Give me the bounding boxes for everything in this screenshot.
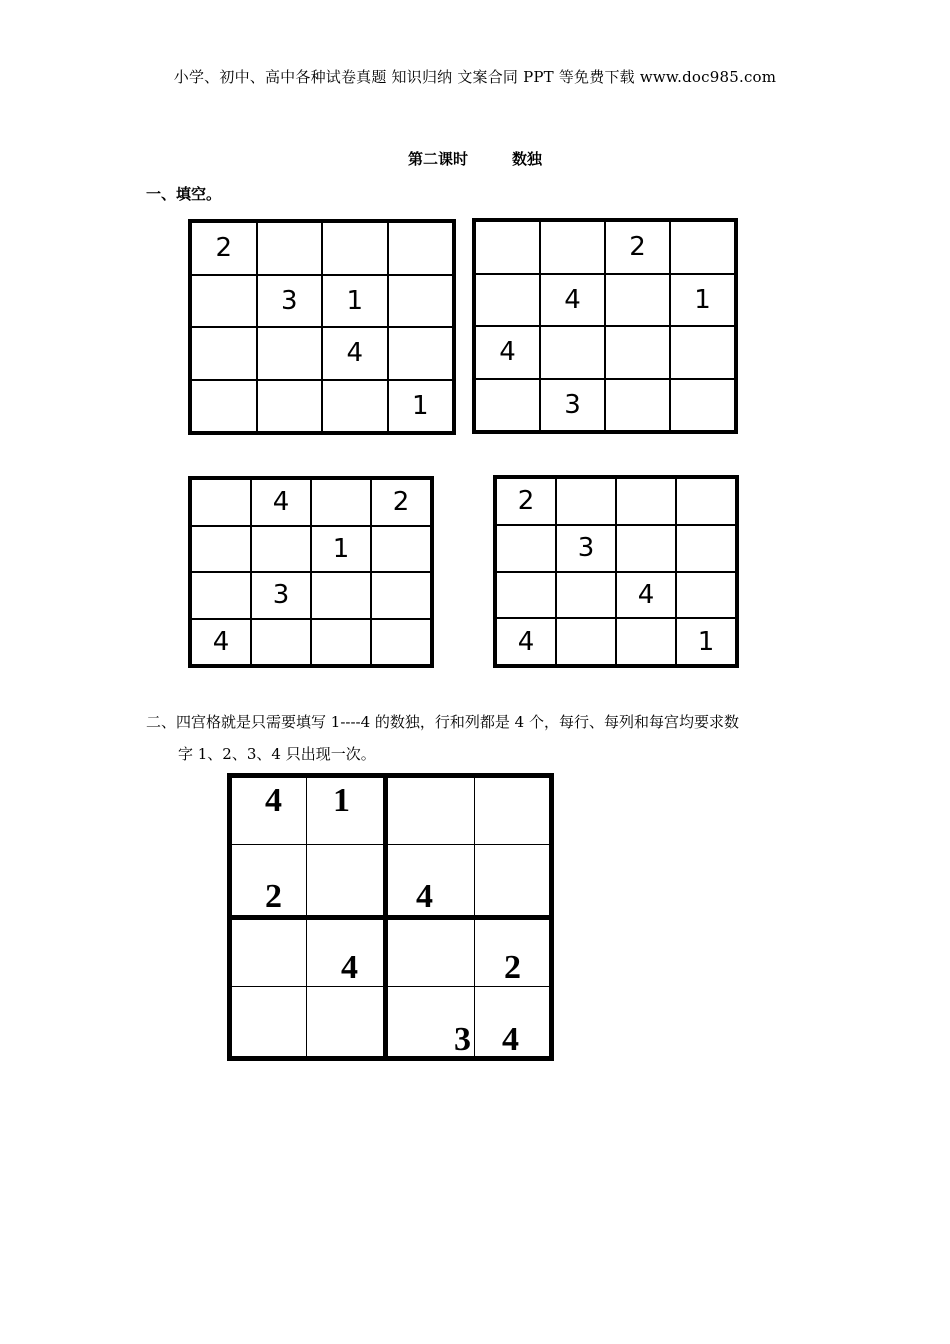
sudoku-cell bbox=[388, 275, 454, 328]
section-2-text bbox=[146, 706, 826, 770]
sudoku-cell bbox=[322, 380, 388, 433]
sudoku-cell bbox=[251, 526, 311, 573]
sudoku-cell bbox=[257, 327, 323, 380]
sudoku-cell bbox=[191, 327, 257, 380]
sudoku-cell bbox=[388, 327, 454, 380]
sudoku-grid-3 bbox=[188, 476, 434, 668]
given-number: 4 bbox=[416, 878, 433, 915]
sudoku-cell bbox=[371, 572, 431, 619]
sudoku-cell bbox=[670, 326, 735, 379]
thick-row-line bbox=[232, 915, 549, 920]
sudoku-grid-2 bbox=[472, 218, 738, 434]
sudoku-cell bbox=[605, 326, 670, 379]
sudoku-cell bbox=[496, 525, 556, 572]
sudoku-cell bbox=[371, 526, 431, 573]
sudoku-cell bbox=[191, 380, 257, 433]
sudoku-cell bbox=[616, 618, 676, 665]
sudoku-cell bbox=[191, 572, 251, 619]
sudoku-cell bbox=[605, 379, 670, 432]
thin-row-line bbox=[232, 844, 549, 845]
sudoku-cell bbox=[670, 379, 735, 432]
sudoku-cell: 2 bbox=[605, 221, 670, 274]
big-sudoku bbox=[227, 773, 554, 1061]
sudoku-cell: 3 bbox=[257, 275, 323, 328]
sudoku-cell: 1 bbox=[322, 275, 388, 328]
sudoku-cell: 4 bbox=[475, 326, 540, 379]
sudoku-grid-4 bbox=[493, 475, 739, 668]
given-number: 4 bbox=[341, 949, 358, 986]
sudoku-cell bbox=[475, 379, 540, 432]
sudoku-cell bbox=[191, 526, 251, 573]
sudoku-cell bbox=[616, 525, 676, 572]
given-number: 4 bbox=[265, 782, 282, 819]
page-title bbox=[0, 148, 950, 169]
sudoku-cell: 4 bbox=[322, 327, 388, 380]
sudoku-cell bbox=[540, 221, 605, 274]
sudoku-cell: 4 bbox=[496, 618, 556, 665]
given-number: 1 bbox=[333, 782, 350, 819]
sudoku-cell: 1 bbox=[388, 380, 454, 433]
section-2-line-2: 字 1、2、3、4 只出现一次。 bbox=[178, 745, 376, 763]
section-1-heading: 一、填空。 bbox=[146, 185, 222, 203]
sudoku-cell bbox=[670, 221, 735, 274]
sudoku-cell bbox=[311, 572, 371, 619]
sudoku-cell bbox=[251, 619, 311, 666]
sudoku-cell bbox=[605, 274, 670, 327]
sudoku-cell bbox=[540, 326, 605, 379]
sudoku-cell: 3 bbox=[251, 572, 311, 619]
sudoku-cell bbox=[475, 274, 540, 327]
sudoku-cell: 1 bbox=[676, 618, 736, 665]
sudoku-cell: 4 bbox=[616, 572, 676, 619]
sudoku-cell bbox=[191, 275, 257, 328]
given-number: 2 bbox=[504, 949, 521, 986]
sudoku-cell bbox=[311, 479, 371, 526]
sudoku-cell bbox=[475, 221, 540, 274]
lesson-label: 第二课时 bbox=[407, 150, 468, 168]
section-2-line-1: 二、四宫格就是只需要填写 1----4 的数独，行和列都是 4 个，每行、每列和每宫均要求数 bbox=[146, 713, 739, 731]
topic-label: 数独 bbox=[512, 150, 543, 168]
sudoku-cell bbox=[676, 525, 736, 572]
sudoku-cell bbox=[676, 572, 736, 619]
given-number: 2 bbox=[265, 878, 282, 915]
sudoku-cell bbox=[388, 222, 454, 275]
given-number: 3 bbox=[454, 1021, 471, 1058]
sudoku-cell: 1 bbox=[311, 526, 371, 573]
sudoku-cell bbox=[371, 619, 431, 666]
sudoku-cell bbox=[311, 619, 371, 666]
sudoku-cell bbox=[322, 222, 388, 275]
sudoku-cell bbox=[556, 618, 616, 665]
sudoku-cell: 2 bbox=[371, 479, 431, 526]
given-number: 4 bbox=[502, 1021, 519, 1058]
sudoku-cell: 3 bbox=[540, 379, 605, 432]
sudoku-cell bbox=[191, 479, 251, 526]
sudoku-cell: 1 bbox=[670, 274, 735, 327]
sudoku-cell: 4 bbox=[251, 479, 311, 526]
sudoku-cell bbox=[676, 478, 736, 525]
sudoku-cell: 2 bbox=[496, 478, 556, 525]
sudoku-cell: 4 bbox=[540, 274, 605, 327]
sudoku-cell bbox=[257, 380, 323, 433]
sudoku-grid-1 bbox=[188, 219, 456, 435]
page-header: 小学、初中、高中各种试卷真题 知识归纳 文案合同 PPT 等免费下载 www.doc985.com bbox=[173, 68, 777, 86]
sudoku-cell bbox=[616, 478, 676, 525]
sudoku-cell bbox=[257, 222, 323, 275]
thin-row-line bbox=[232, 986, 549, 987]
sudoku-cell: 2 bbox=[191, 222, 257, 275]
sudoku-cell: 4 bbox=[191, 619, 251, 666]
sudoku-cell bbox=[496, 572, 556, 619]
sudoku-cell bbox=[556, 478, 616, 525]
sudoku-cell bbox=[556, 572, 616, 619]
sudoku-cell: 3 bbox=[556, 525, 616, 572]
